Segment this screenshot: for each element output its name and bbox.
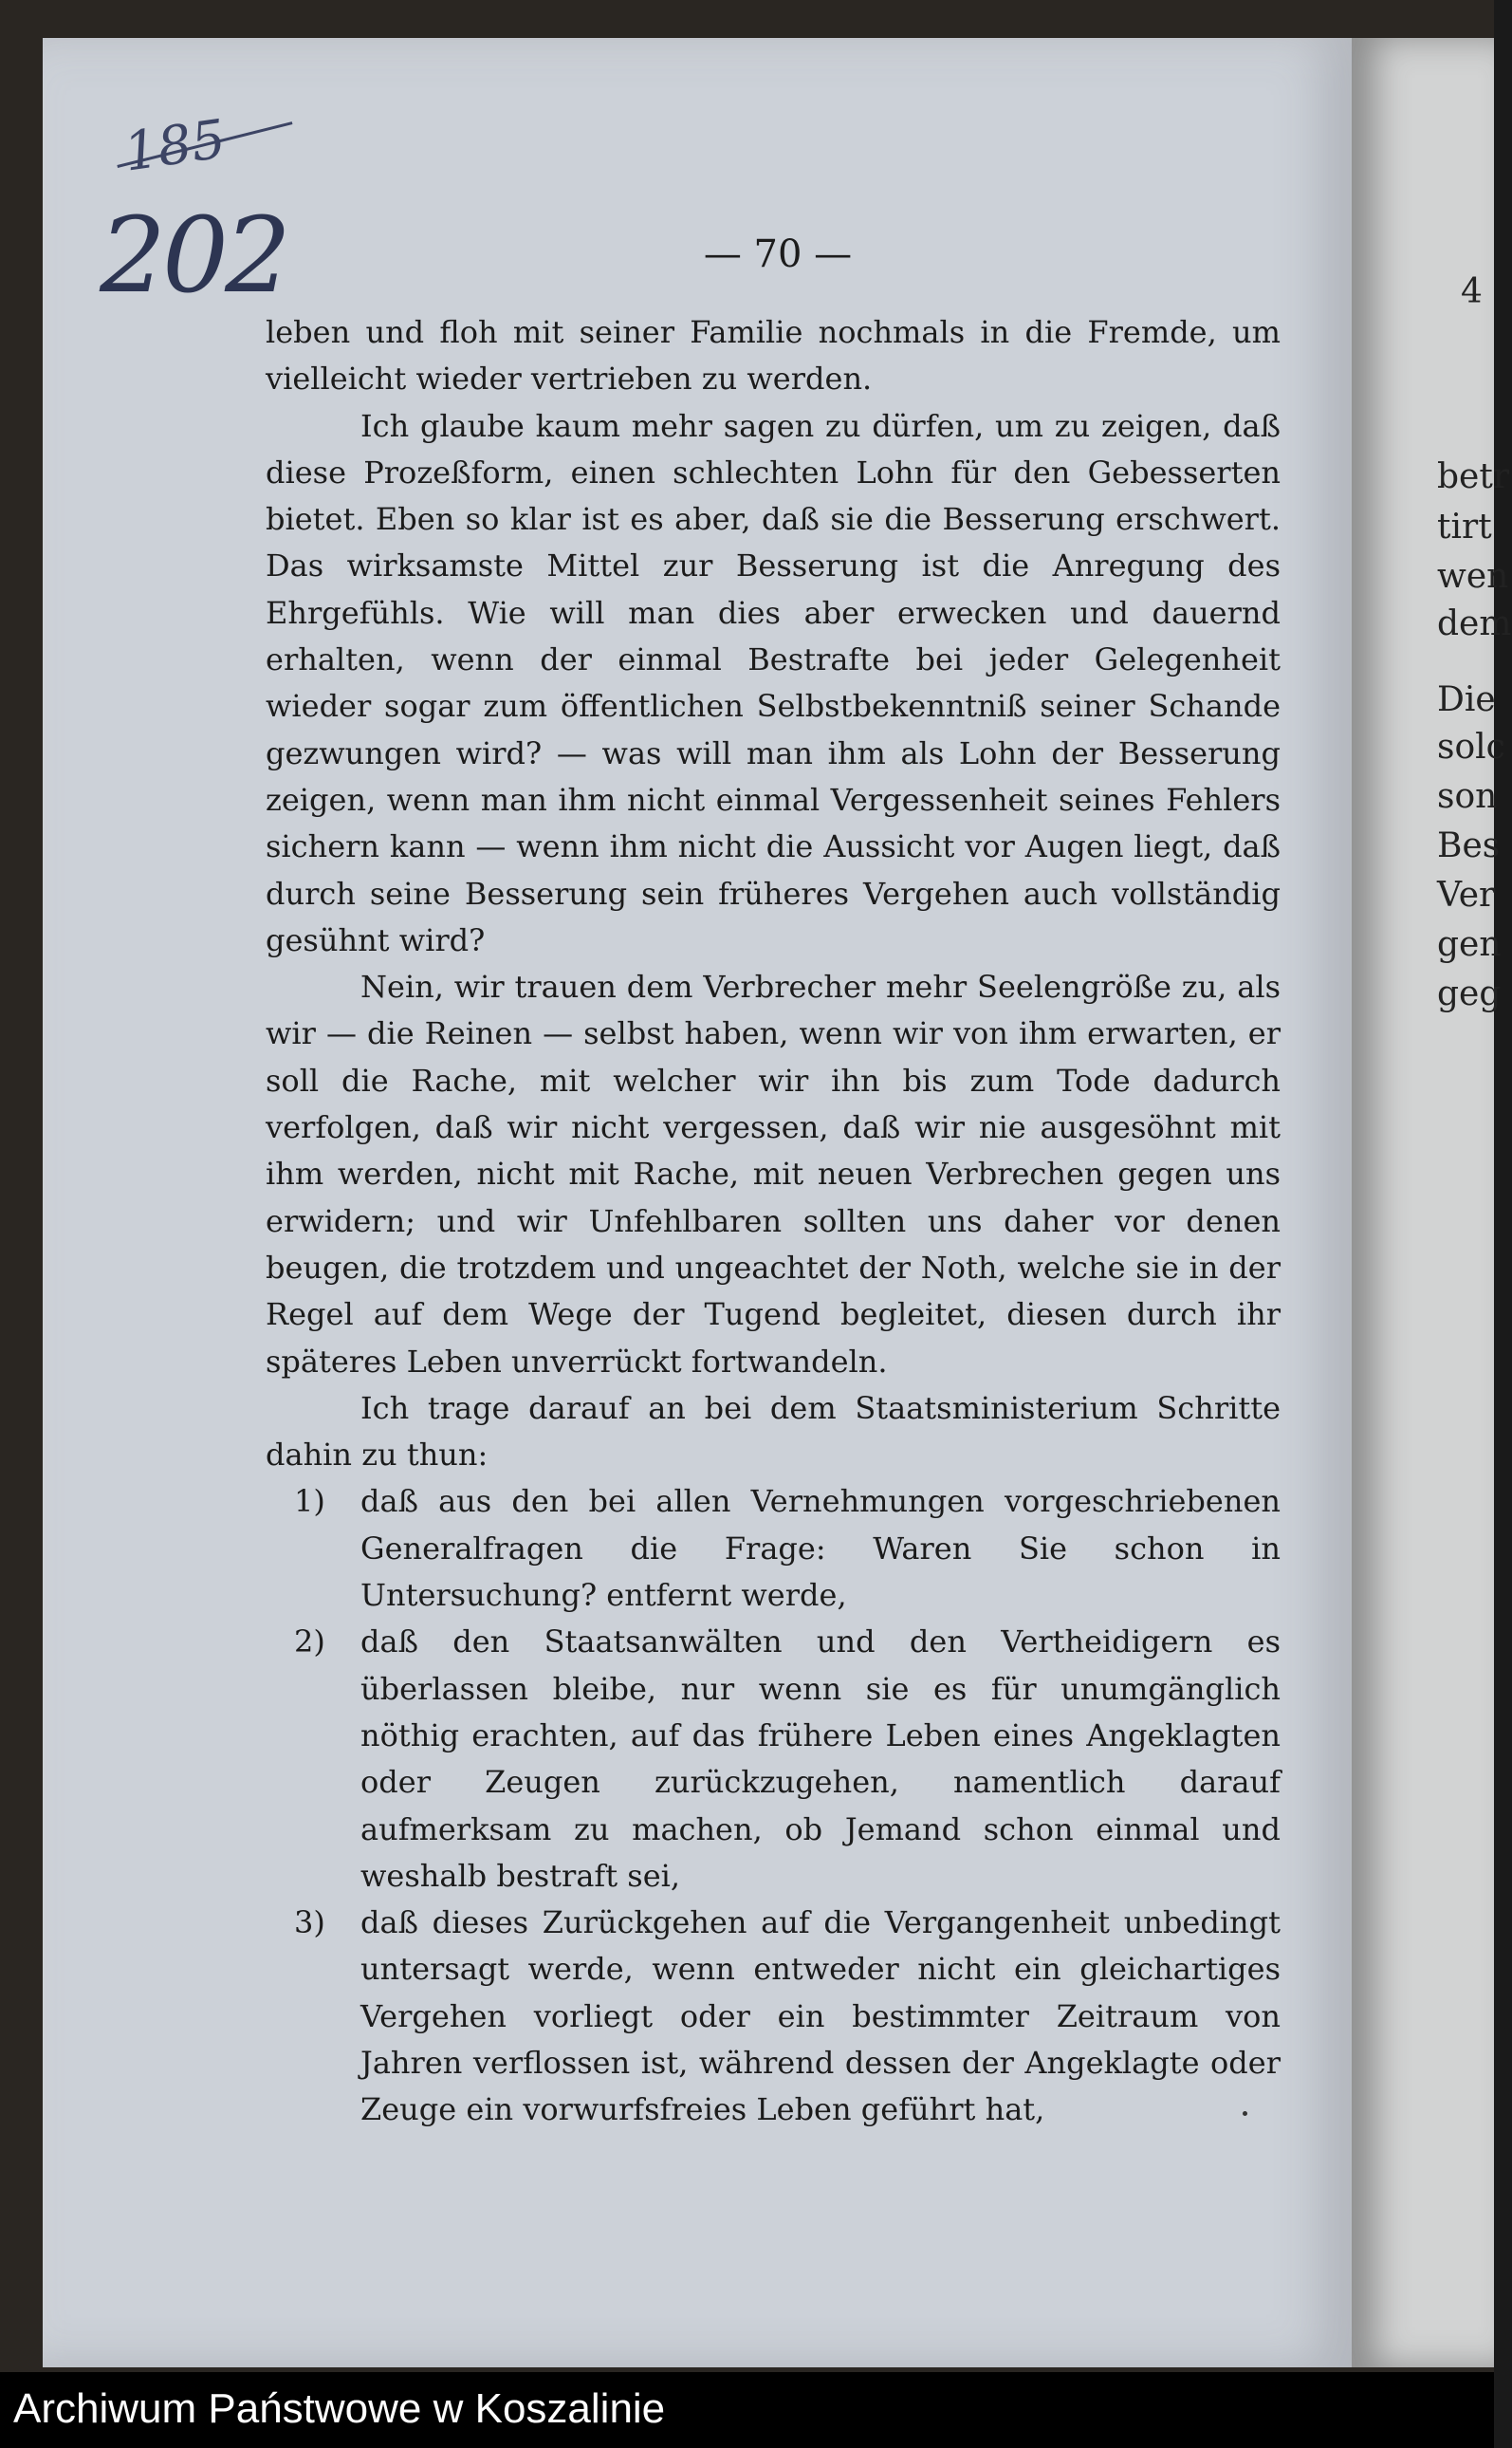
list-item [266,1900,1281,2133]
adjacent-page-fragment: Die [1437,680,1496,719]
adjacent-page-fragment: wen [1437,557,1509,596]
archive-name: Archiwum Państwowe w Koszalinie [13,2385,666,2432]
archive-footer [0,2372,1494,2448]
ink-speck [1243,2111,1247,2116]
pencil-shelfmark: 185 [120,96,316,178]
list-item [266,1478,1281,1619]
list-text: daß aus den bei allen Vernehmungen vorgeschriebenen Generalfragen die Frage: Waren Sie schon in Untersuchung? entfernt werde, [360,1483,1281,1614]
adjacent-page-fragment: geg [1437,974,1502,1013]
list-number: 1) [294,1483,325,1520]
paragraph: Ich glaube kaum mehr sagen zu dürfen, um zu zeigen, daß diese Prozeßform, einen schlechten Lohn für den Gebesserten bietet. Eben so klar ist es aber, daß sie die Besserung erschwert. Das wirksamste Mittel zur Besserung ist die Anregung des Ehrgefühls. Wie will man dies aber erwecken und dauernd erhalten, wenn der einmal Bestrafte bei jeder Gelegenheit wieder sogar zum öffentlichen Selbstbekenntniß seiner Schande gezwungen wird? — was will man ihm als Lohn der Besserung zeigen, wenn man ihm nicht einmal Vergessenheit seines Fehlers sichern kann — wenn ihm nicht die Aussicht vor Augen liegt, daß durch seine Besserung sein früheres Vergehen auch vollständig gesühnt wird? [266,407,1281,958]
list-item [266,1619,1281,1900]
adjacent-page-fragment: dem [1437,604,1512,643]
adjacent-page-fragment: gen [1437,925,1502,964]
list-text: daß den Staatsanwälten und den Vertheidigern es überlassen bleibe, nur wenn sie es für unumgänglich nöthig erachten, auf das frühere Leben eines Angeklagten oder Zeugen zurückzugehen, namentlich darauf aufmerksam zu machen, ob Jemand schon einmal und weshalb bestraft sei, [360,1623,1281,1894]
page-number: — 70 — [703,232,853,276]
adjacent-page-fragment: son [1437,777,1498,816]
paragraph: leben und floh mit seiner Familie nochmals in die Fremde, um vielleicht wieder vertrieben zu werden. [266,314,1281,398]
adjacent-page-fragment: Ver [1437,876,1496,915]
adjacent-page-edge [1352,38,1512,2367]
paragraph: Ich trage darauf an bei dem Staatsministerium Schritte dahin zu thun: [266,1389,1281,1474]
list-number: 3) [294,1904,325,1941]
adjacent-page-fragment: tirt [1437,508,1492,547]
list-text: daß dieses Zurückgehen auf die Vergangenheit unbedingt untersagt werde, wenn entweder nicht ein gleichartiges Vergehen vorliegt oder ein bestimmter Zeitraum von Jahren verflossen ist, während dessen der Angeklagte oder Zeuge ein vorwurfsfreies Leben geführt hat, [360,1904,1281,2128]
paragraph: Nein, wir trauen dem Verbrecher mehr Seelengröße zu, als wir — die Reinen — selbst haben, wenn wir von ihm erwarten, er soll die Rache, mit welcher wir ihn bis zum Tode dadurch verfolgen, daß wir nicht vergessen, daß wir nie ausgesöhnt mit ihm werden, nicht mit Rache, mit neuen Verbrechen gegen uns erwidern; und wir Unfehlbaren sollten uns daher vor denen beugen, die trotzdem und ungeachtet der Noth, welche sie in der Regel auf dem Wege der Tugend begleitet, diesen durch ihr späteres Leben unverrückt fortwandeln. [266,969,1281,1380]
handwritten-folio-number: 202 [100,195,287,316]
adjacent-page-fragment: Bes [1437,826,1501,865]
list-number: 2) [294,1623,325,1660]
adjacent-page-fragment: betr [1437,457,1510,496]
page-body [266,309,1281,2134]
adjacent-page-fragment: solc [1437,728,1505,767]
adjacent-page-fragment: 4 [1461,272,1483,311]
